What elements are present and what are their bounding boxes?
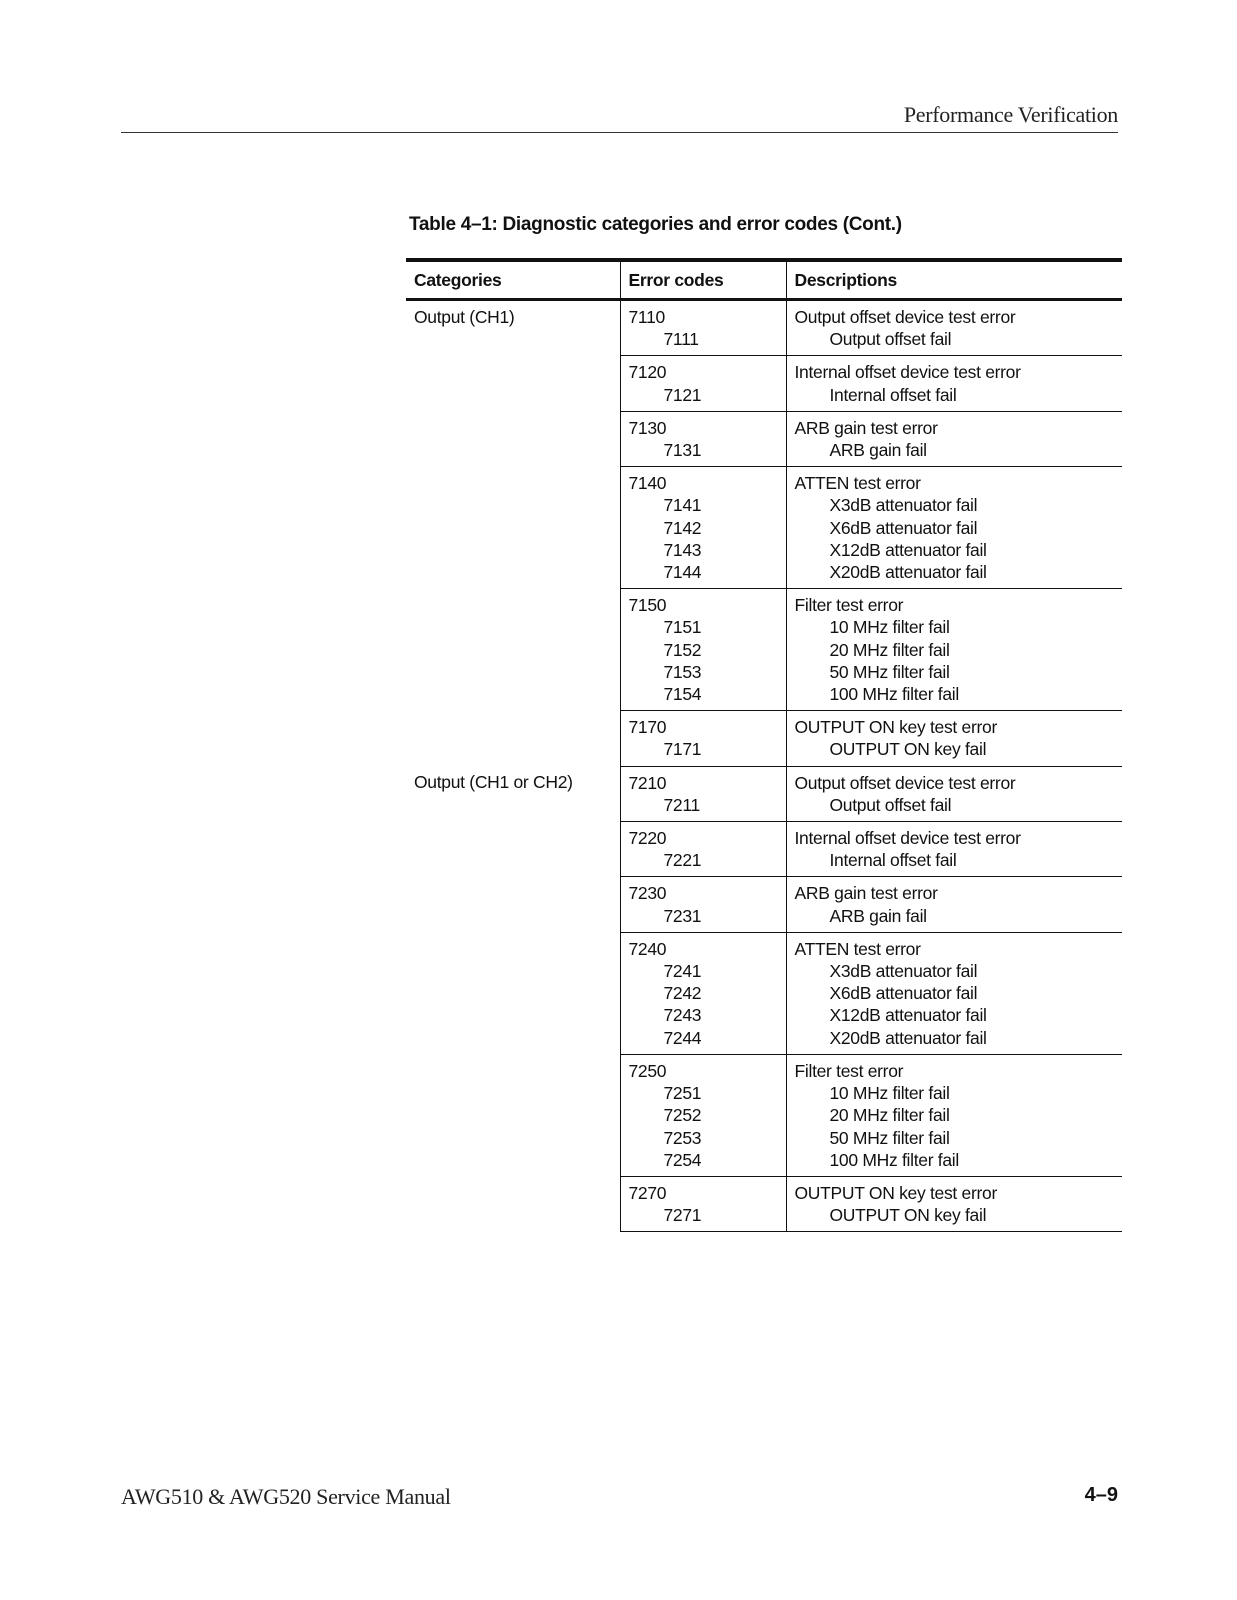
sub-error-code: 7121 <box>663 384 702 405</box>
running-header: Performance Verification <box>903 102 1118 127</box>
error-code-cell <box>620 467 786 589</box>
sub-error-code: 7142 <box>663 517 702 538</box>
sub-error-code: 7244 <box>663 1027 702 1048</box>
category-cell: Output (CH1) <box>406 300 620 767</box>
table-body <box>406 300 1122 1232</box>
sub-error-code: 7241 <box>663 961 702 982</box>
error-description: OUTPUT ON key test error <box>794 1182 998 1203</box>
sub-error-code: 7143 <box>663 539 702 560</box>
description-cell <box>786 711 1122 766</box>
description-cell <box>786 877 1122 932</box>
error-description: Internal offset device test error <box>794 362 1021 383</box>
sub-error-description: 10 MHz filter fail <box>829 617 950 638</box>
error-code: 7120 <box>628 362 667 383</box>
error-code: 7250 <box>628 1060 667 1081</box>
sub-error-description: 100 MHz filter fail <box>829 684 959 705</box>
sub-error-description: ARB gain fail <box>829 440 927 461</box>
error-description: OUTPUT ON key test error <box>794 717 998 738</box>
footer-manual-title: AWG510 & AWG520 Service Manual <box>121 1484 451 1509</box>
sub-error-code: 7254 <box>663 1149 702 1170</box>
sub-error-description: Internal offset fail <box>829 384 957 405</box>
sub-error-code: 7231 <box>663 905 702 926</box>
error-code: 7230 <box>628 883 667 904</box>
error-code: 7140 <box>628 473 667 494</box>
sub-error-code: 7252 <box>663 1105 702 1126</box>
sub-error-description: 50 MHz filter fail <box>829 1127 950 1148</box>
error-code-cell <box>620 411 786 466</box>
error-description: Filter test error <box>794 1060 904 1081</box>
sub-error-description: X20dB attenuator fail <box>829 1027 987 1048</box>
error-code: 7130 <box>628 417 667 438</box>
sub-error-code: 7253 <box>663 1127 702 1148</box>
error-code-cell <box>620 300 786 356</box>
error-codes-table <box>406 258 1122 1232</box>
error-description: ARB gain test error <box>794 417 938 438</box>
sub-error-description: 20 MHz filter fail <box>829 1105 950 1126</box>
sub-error-code: 7131 <box>663 440 702 461</box>
sub-error-description: 50 MHz filter fail <box>829 661 950 682</box>
error-code: 7210 <box>628 772 667 793</box>
error-description: Output offset device test error <box>794 772 1016 793</box>
description-cell <box>786 1176 1122 1231</box>
sub-error-description: Output offset fail <box>829 329 952 350</box>
sub-error-description: X3dB attenuator fail <box>829 961 978 982</box>
sub-error-description: Internal offset fail <box>829 850 957 871</box>
error-code: 7270 <box>628 1182 667 1203</box>
description-cell <box>786 589 1122 711</box>
error-description: ATTEN test error <box>794 938 921 959</box>
sub-error-code: 7152 <box>663 639 702 660</box>
sub-error-description: X3dB attenuator fail <box>829 495 978 516</box>
sub-error-code: 7151 <box>663 617 702 638</box>
error-code: 7170 <box>628 717 667 738</box>
error-code-cell <box>620 766 786 821</box>
error-code-cell <box>620 822 786 877</box>
sub-error-code: 7243 <box>663 1005 702 1026</box>
category-cell: Output (CH1 or CH2) <box>406 766 620 1232</box>
description-cell <box>786 356 1122 411</box>
error-description: Internal offset device test error <box>794 828 1021 849</box>
description-cell <box>786 1054 1122 1176</box>
sub-error-code: 7221 <box>663 850 702 871</box>
sub-error-description: OUTPUT ON key fail <box>829 1205 987 1226</box>
sub-error-description: ARB gain fail <box>829 905 927 926</box>
error-code-cell <box>620 1054 786 1176</box>
sub-error-code: 7271 <box>663 1205 702 1226</box>
error-code-cell <box>620 1176 786 1231</box>
sub-error-description: X12dB attenuator fail <box>829 539 987 560</box>
description-cell <box>786 766 1122 821</box>
column-header-error-codes: Error codes <box>620 260 786 300</box>
error-description: Output offset device test error <box>794 307 1016 327</box>
error-code-cell <box>620 711 786 766</box>
sub-error-code: 7171 <box>663 739 702 760</box>
error-code-cell <box>620 932 786 1054</box>
sub-error-code: 7251 <box>663 1083 702 1104</box>
sub-error-description: X20dB attenuator fail <box>829 562 987 583</box>
sub-error-description: 20 MHz filter fail <box>829 639 950 660</box>
error-code-cell <box>620 589 786 711</box>
error-code: 7150 <box>628 595 667 616</box>
header-rule <box>121 132 1118 133</box>
sub-error-description: 10 MHz filter fail <box>829 1083 950 1104</box>
sub-error-description: X12dB attenuator fail <box>829 1005 987 1026</box>
sub-error-code: 7211 <box>663 794 700 815</box>
sub-error-code: 7141 <box>663 495 702 516</box>
error-code: 7240 <box>628 938 667 959</box>
description-cell <box>786 467 1122 589</box>
column-header-descriptions: Descriptions <box>786 260 1122 300</box>
column-header-categories: Categories <box>406 260 620 300</box>
sub-error-code: 7144 <box>663 562 702 583</box>
sub-error-code: 7154 <box>663 684 702 705</box>
error-code-cell <box>620 877 786 932</box>
sub-error-code: 7242 <box>663 983 702 1004</box>
error-description: ATTEN test error <box>794 473 921 494</box>
table-row <box>406 300 1122 356</box>
sub-error-description: X6dB attenuator fail <box>829 983 978 1004</box>
sub-error-description: X6dB attenuator fail <box>829 517 978 538</box>
table-row <box>406 766 1122 821</box>
sub-error-description: 100 MHz filter fail <box>829 1149 959 1170</box>
table-header-row <box>406 260 1122 300</box>
error-code: 7110 <box>628 307 665 327</box>
error-description: ARB gain test error <box>794 883 938 904</box>
sub-error-code: 7111 <box>663 329 699 350</box>
error-code-cell <box>620 356 786 411</box>
description-cell <box>786 411 1122 466</box>
sub-error-description: Output offset fail <box>829 794 952 815</box>
description-cell <box>786 932 1122 1054</box>
description-cell <box>786 822 1122 877</box>
sub-error-code: 7153 <box>663 661 702 682</box>
page-number: 4–9 <box>1084 1484 1118 1506</box>
error-code: 7220 <box>628 828 667 849</box>
table-caption: Table 4–1: Diagnostic categories and error codes (Cont.) <box>409 214 902 235</box>
description-cell <box>786 300 1122 356</box>
error-description: Filter test error <box>794 595 904 616</box>
sub-error-description: OUTPUT ON key fail <box>829 739 987 760</box>
